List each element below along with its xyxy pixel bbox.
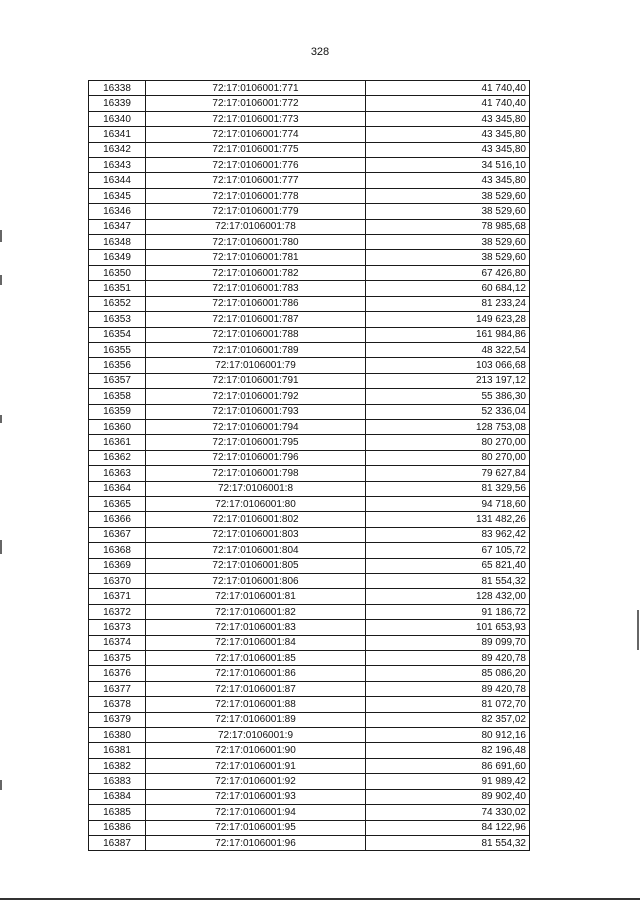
cadastral-number-cell: 72:17:0106001:777: [146, 173, 366, 188]
row-number-cell: 16371: [89, 589, 146, 604]
table-row: [89, 81, 530, 96]
table-row: [89, 805, 530, 820]
cadastral-number-cell: 72:17:0106001:88: [146, 697, 366, 712]
cadastral-number-cell: 72:17:0106001:788: [146, 327, 366, 342]
cadastral-number-cell: 72:17:0106001:789: [146, 342, 366, 357]
cadastral-value-cell: 161 984,86: [366, 327, 530, 342]
cadastral-number-cell: 72:17:0106001:805: [146, 558, 366, 573]
cadastral-number-cell: 72:17:0106001:86: [146, 666, 366, 681]
cadastral-value-cell: 85 086,20: [366, 666, 530, 681]
cadastral-value-cell: 43 345,80: [366, 127, 530, 142]
cadastral-number-cell: 72:17:0106001:87: [146, 681, 366, 696]
cadastral-value-cell: 213 197,12: [366, 373, 530, 388]
table-row: [89, 389, 530, 404]
cadastral-value-cell: 89 099,70: [366, 635, 530, 650]
row-number-cell: 16362: [89, 450, 146, 465]
table-row: [89, 651, 530, 666]
cadastral-value-cell: 89 902,40: [366, 789, 530, 804]
table-row: [89, 188, 530, 203]
cadastral-number-cell: 72:17:0106001:773: [146, 111, 366, 126]
table-row: [89, 373, 530, 388]
cadastral-number-cell: 72:17:0106001:79: [146, 358, 366, 373]
row-number-cell: 16348: [89, 235, 146, 250]
row-number-cell: 16364: [89, 481, 146, 496]
table-row: [89, 712, 530, 727]
cadastral-number-cell: 72:17:0106001:781: [146, 250, 366, 265]
cadastral-number-cell: 72:17:0106001:95: [146, 820, 366, 835]
row-number-cell: 16384: [89, 789, 146, 804]
cadastral-value-cell: 91 186,72: [366, 604, 530, 619]
table-row: [89, 512, 530, 527]
table-row: [89, 589, 530, 604]
row-number-cell: 16355: [89, 342, 146, 357]
row-number-cell: 16367: [89, 527, 146, 542]
cadastral-number-cell: 72:17:0106001:791: [146, 373, 366, 388]
cadastral-value-cell: 81 072,70: [366, 697, 530, 712]
table-row: [89, 604, 530, 619]
cadastral-number-cell: 72:17:0106001:783: [146, 281, 366, 296]
table-row: [89, 728, 530, 743]
row-number-cell: 16352: [89, 296, 146, 311]
row-number-cell: 16344: [89, 173, 146, 188]
scan-edge-mark: [0, 230, 2, 242]
cadastral-value-cell: 84 122,96: [366, 820, 530, 835]
scan-edge-mark: [0, 780, 2, 790]
cadastral-number-cell: 72:17:0106001:802: [146, 512, 366, 527]
cadastral-value-cell: 65 821,40: [366, 558, 530, 573]
cadastral-number-cell: 72:17:0106001:793: [146, 404, 366, 419]
cadastral-number-cell: 72:17:0106001:779: [146, 204, 366, 219]
cadastral-value-cell: 67 426,80: [366, 265, 530, 280]
table-row: [89, 219, 530, 234]
cadastral-value-cell: 89 420,78: [366, 681, 530, 696]
cadastral-number-cell: 72:17:0106001:8: [146, 481, 366, 496]
cadastral-value-cell: 67 105,72: [366, 543, 530, 558]
row-number-cell: 16380: [89, 728, 146, 743]
row-number-cell: 16365: [89, 496, 146, 511]
cadastral-value-cell: 80 912,16: [366, 728, 530, 743]
cadastral-value-cell: 34 516,10: [366, 158, 530, 173]
cadastral-value-cell: 43 345,80: [366, 173, 530, 188]
row-number-cell: 16341: [89, 127, 146, 142]
table-row: [89, 635, 530, 650]
row-number-cell: 16358: [89, 389, 146, 404]
row-number-cell: 16378: [89, 697, 146, 712]
row-number-cell: 16387: [89, 835, 146, 850]
table-row: [89, 620, 530, 635]
cadastral-value-cell: 43 345,80: [366, 111, 530, 126]
cadastral-number-cell: 72:17:0106001:803: [146, 527, 366, 542]
scan-edge-mark: [637, 610, 639, 650]
row-number-cell: 16361: [89, 435, 146, 450]
cadastral-value-cell: 81 554,32: [366, 835, 530, 850]
cadastral-number-cell: 72:17:0106001:782: [146, 265, 366, 280]
row-number-cell: 16383: [89, 774, 146, 789]
row-number-cell: 16340: [89, 111, 146, 126]
cadastral-number-cell: 72:17:0106001:794: [146, 419, 366, 434]
cadastral-number-cell: 72:17:0106001:83: [146, 620, 366, 635]
cadastral-value-cell: 81 554,32: [366, 574, 530, 589]
table-row: [89, 466, 530, 481]
cadastral-value-cell: 86 691,60: [366, 758, 530, 773]
cadastral-number-cell: 72:17:0106001:96: [146, 835, 366, 850]
table-row: [89, 758, 530, 773]
table-row: [89, 327, 530, 342]
row-number-cell: 16351: [89, 281, 146, 296]
cadastral-number-cell: 72:17:0106001:771: [146, 81, 366, 96]
table-row: [89, 127, 530, 142]
cadastral-value-cell: 83 962,42: [366, 527, 530, 542]
cadastral-number-cell: 72:17:0106001:80: [146, 496, 366, 511]
row-number-cell: 16372: [89, 604, 146, 619]
cadastral-number-cell: 72:17:0106001:93: [146, 789, 366, 804]
row-number-cell: 16376: [89, 666, 146, 681]
table-row: [89, 450, 530, 465]
table-row: [89, 574, 530, 589]
cadastral-number-cell: 72:17:0106001:795: [146, 435, 366, 450]
cadastral-value-cell: 81 233,24: [366, 296, 530, 311]
cadastral-value-cell: 91 989,42: [366, 774, 530, 789]
table-row: [89, 358, 530, 373]
row-number-cell: 16366: [89, 512, 146, 527]
table-body: [89, 81, 530, 851]
row-number-cell: 16345: [89, 188, 146, 203]
cadastral-value-cell: 41 740,40: [366, 81, 530, 96]
cadastral-value-cell: 82 196,48: [366, 743, 530, 758]
row-number-cell: 16379: [89, 712, 146, 727]
cadastral-value-cell: 38 529,60: [366, 204, 530, 219]
table-row: [89, 835, 530, 850]
table-row: [89, 96, 530, 111]
row-number-cell: 16368: [89, 543, 146, 558]
row-number-cell: 16342: [89, 142, 146, 157]
cadastral-value-cell: 149 623,28: [366, 312, 530, 327]
table-row: [89, 789, 530, 804]
row-number-cell: 16377: [89, 681, 146, 696]
cadastral-number-cell: 72:17:0106001:798: [146, 466, 366, 481]
cadastral-value-cell: 131 482,26: [366, 512, 530, 527]
cadastral-value-cell: 103 066,68: [366, 358, 530, 373]
table-row: [89, 527, 530, 542]
scan-edge-mark: [0, 415, 2, 423]
row-number-cell: 16357: [89, 373, 146, 388]
cadastral-number-cell: 72:17:0106001:780: [146, 235, 366, 250]
cadastral-number-cell: 72:17:0106001:84: [146, 635, 366, 650]
table-row: [89, 820, 530, 835]
cadastral-value-cell: 94 718,60: [366, 496, 530, 511]
table-row: [89, 265, 530, 280]
table-row: [89, 435, 530, 450]
cadastral-number-cell: 72:17:0106001:804: [146, 543, 366, 558]
cadastral-value-cell: 82 357,02: [366, 712, 530, 727]
cadastral-number-cell: 72:17:0106001:9: [146, 728, 366, 743]
row-number-cell: 16382: [89, 758, 146, 773]
cadastral-value-cell: 81 329,56: [366, 481, 530, 496]
cadastral-number-cell: 72:17:0106001:94: [146, 805, 366, 820]
row-number-cell: 16385: [89, 805, 146, 820]
table-row: [89, 743, 530, 758]
cadastral-value-cell: 74 330,02: [366, 805, 530, 820]
row-number-cell: 16373: [89, 620, 146, 635]
cadastral-number-cell: 72:17:0106001:85: [146, 651, 366, 666]
table-row: [89, 697, 530, 712]
row-number-cell: 16363: [89, 466, 146, 481]
table-row: [89, 142, 530, 157]
cadastral-value-cell: 48 322,54: [366, 342, 530, 357]
table-row: [89, 173, 530, 188]
table-row: [89, 681, 530, 696]
row-number-cell: 16339: [89, 96, 146, 111]
cadastral-value-cell: 52 336,04: [366, 404, 530, 419]
row-number-cell: 16360: [89, 419, 146, 434]
row-number-cell: 16338: [89, 81, 146, 96]
row-number-cell: 16347: [89, 219, 146, 234]
row-number-cell: 16369: [89, 558, 146, 573]
cadastral-value-cell: 41 740,40: [366, 96, 530, 111]
scan-edge-mark: [0, 540, 2, 554]
row-number-cell: 16346: [89, 204, 146, 219]
table-row: [89, 543, 530, 558]
cadastral-number-cell: 72:17:0106001:90: [146, 743, 366, 758]
cadastral-number-cell: 72:17:0106001:82: [146, 604, 366, 619]
cadastral-value-cell: 80 270,00: [366, 435, 530, 450]
table-row: [89, 774, 530, 789]
row-number-cell: 16349: [89, 250, 146, 265]
cadastral-number-cell: 72:17:0106001:89: [146, 712, 366, 727]
cadastral-value-cell: 101 653,93: [366, 620, 530, 635]
row-number-cell: 16386: [89, 820, 146, 835]
cadastral-value-cell: 78 985,68: [366, 219, 530, 234]
table-row: [89, 496, 530, 511]
row-number-cell: 16343: [89, 158, 146, 173]
cadastral-value-cell: 55 386,30: [366, 389, 530, 404]
scan-bottom-edge: [0, 898, 640, 900]
cadastral-number-cell: 72:17:0106001:91: [146, 758, 366, 773]
cadastral-number-cell: 72:17:0106001:787: [146, 312, 366, 327]
table-row: [89, 558, 530, 573]
cadastral-value-cell: 43 345,80: [366, 142, 530, 157]
cadastral-value-cell: 60 684,12: [366, 281, 530, 296]
cadastral-value-cell: 38 529,60: [366, 235, 530, 250]
table-row: [89, 342, 530, 357]
table-row: [89, 296, 530, 311]
row-number-cell: 16381: [89, 743, 146, 758]
row-number-cell: 16354: [89, 327, 146, 342]
row-number-cell: 16350: [89, 265, 146, 280]
cadastral-value-cell: 89 420,78: [366, 651, 530, 666]
cadastral-number-cell: 72:17:0106001:78: [146, 219, 366, 234]
row-number-cell: 16375: [89, 651, 146, 666]
cadastral-value-cell: 128 432,00: [366, 589, 530, 604]
row-number-cell: 16353: [89, 312, 146, 327]
cadastral-number-cell: 72:17:0106001:786: [146, 296, 366, 311]
page-number: 328: [310, 46, 330, 58]
cadastral-number-cell: 72:17:0106001:775: [146, 142, 366, 157]
cadastral-number-cell: 72:17:0106001:806: [146, 574, 366, 589]
cadastral-number-cell: 72:17:0106001:92: [146, 774, 366, 789]
cadastral-value-cell: 80 270,00: [366, 450, 530, 465]
cadastral-value-cell: 128 753,08: [366, 419, 530, 434]
cadastral-number-cell: 72:17:0106001:796: [146, 450, 366, 465]
table-row: [89, 204, 530, 219]
table-row: [89, 281, 530, 296]
cadastral-value-cell: 79 627,84: [366, 466, 530, 481]
table-row: [89, 235, 530, 250]
cadastral-number-cell: 72:17:0106001:81: [146, 589, 366, 604]
cadastral-number-cell: 72:17:0106001:776: [146, 158, 366, 173]
cadastral-value-cell: 38 529,60: [366, 250, 530, 265]
table-row: [89, 666, 530, 681]
row-number-cell: 16374: [89, 635, 146, 650]
cadastral-number-cell: 72:17:0106001:778: [146, 188, 366, 203]
scan-edge-mark: [0, 275, 2, 285]
cadastral-value-cell: 38 529,60: [366, 188, 530, 203]
cadastral-value-table: [88, 80, 530, 851]
table-row: [89, 250, 530, 265]
table-row: [89, 481, 530, 496]
table-row: [89, 419, 530, 434]
cadastral-number-cell: 72:17:0106001:774: [146, 127, 366, 142]
row-number-cell: 16359: [89, 404, 146, 419]
table-row: [89, 111, 530, 126]
row-number-cell: 16356: [89, 358, 146, 373]
cadastral-number-cell: 72:17:0106001:792: [146, 389, 366, 404]
table-row: [89, 404, 530, 419]
row-number-cell: 16370: [89, 574, 146, 589]
table-row: [89, 158, 530, 173]
cadastral-number-cell: 72:17:0106001:772: [146, 96, 366, 111]
table-row: [89, 312, 530, 327]
